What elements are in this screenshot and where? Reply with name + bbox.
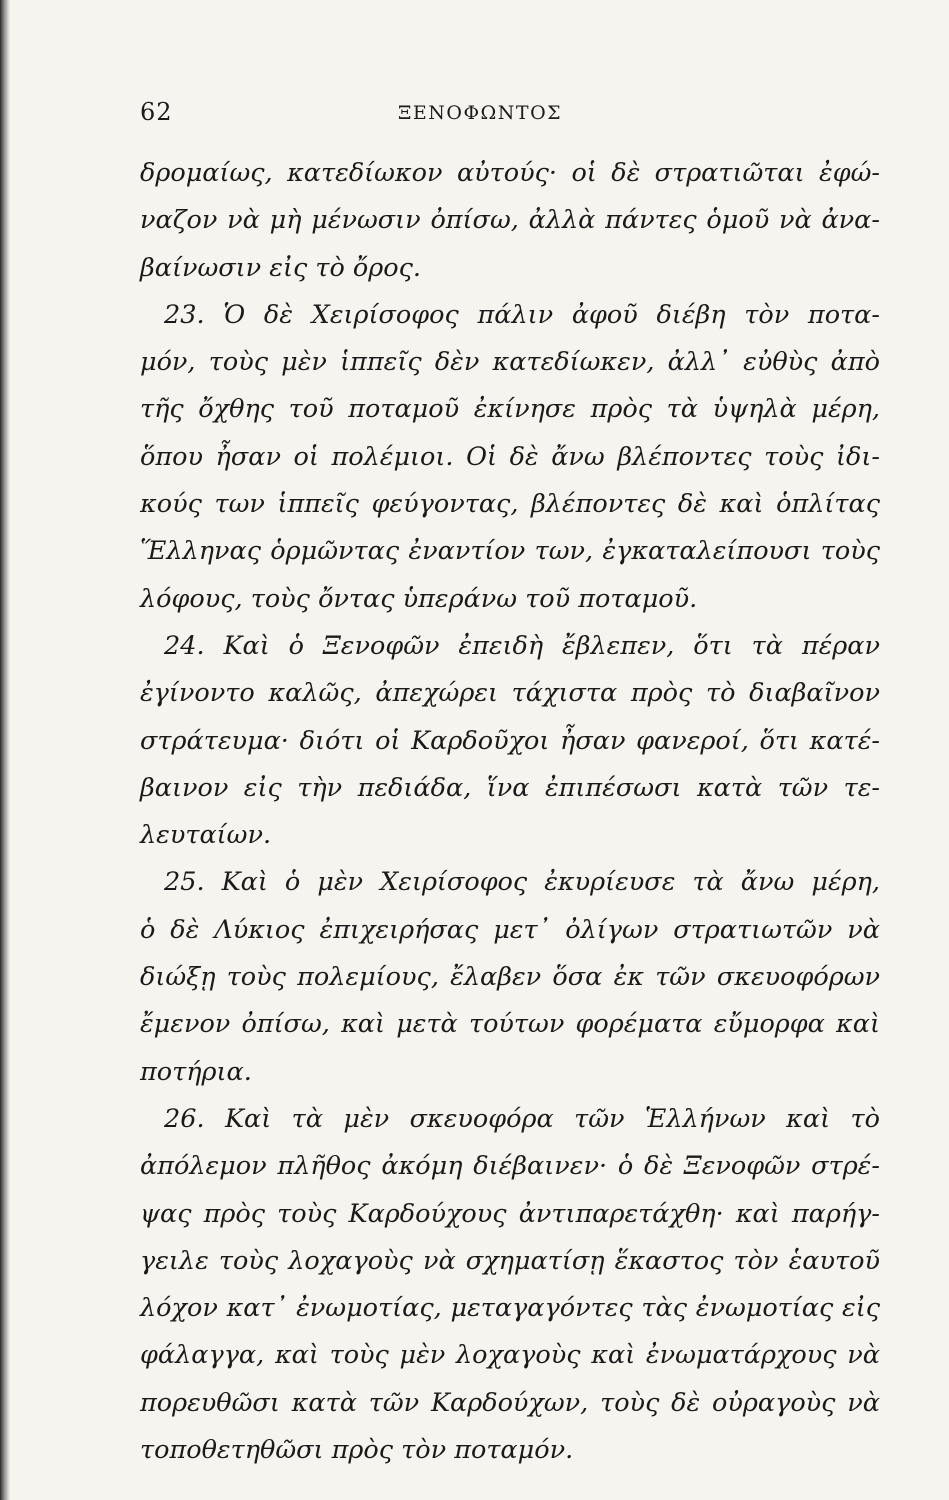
page-header [140,96,880,136]
text-line: ποτήρια. [140,1056,252,1087]
text-line: κούς των ἱππεῖς φεύγοντας, βλέποντες δὲ καὶ ὁπλίτας [140,489,880,520]
text-line: βαίνωσιν εἰς τὸ ὄρος. [140,252,421,283]
body-text [140,150,880,1474]
text-line: γειλε τοὺς λοχαγοὺς νὰ σχηματίσῃ ἕκαστος τὸν ἑαυτοῦ [140,1245,880,1276]
scan-edge-shadow [0,0,10,1500]
text-line: στράτευμα· διότι οἱ Καρδοῦχοι ἦσαν φανεροί, ὅτι κατέ- [140,725,880,756]
text-line: ἔμενον ὀπίσω, καὶ μετὰ τούτων φορέματα εὔμορφα καὶ [140,1009,880,1040]
text-line: φάλαγγα, καὶ τοὺς μὲν λοχαγοὺς καὶ ἐνωματάρχους νὰ [140,1340,880,1371]
text-line: τοποθετηθῶσι πρὸς τὸν ποταμόν. [140,1435,574,1466]
text-line: πορευθῶσι κατὰ τῶν Καρδούχων, τοὺς δὲ οὐραγοὺς νὰ [140,1387,880,1418]
text-line: τῆς ὄχθης τοῦ ποταμοῦ ἐκίνησε πρὸς τὰ ὑψηλὰ μέρη, [140,394,880,425]
text-line: δρομαίως, κατεδίωκον αὐτούς· οἱ δὲ στρατιῶται ἐφώ- [140,158,880,188]
text-line: ἀπόλεμον πλῆθος ἀκόμη διέβαινεν· ὁ δὲ Ξενοφῶν στρέ- [140,1151,880,1182]
text-line: λόφους, τοὺς ὄντας ὑπεράνω τοῦ ποταμοῦ. [140,583,698,614]
text-line: 23. Ὁ δὲ Χειρίσοφος πάλιν ἀφοῦ διέβη τὸν ποτα- [164,299,880,330]
page-number: 62 [140,98,173,126]
text-line: 24. Καὶ ὁ Ξενοφῶν ἐπειδὴ ἔβλεπεν, ὅτι τὰ πέραν [164,630,880,661]
text-line: Ἕλληνας ὁρμῶντας ἐναντίον των, ἐγκαταλείπουσι τοὺς [140,536,880,567]
running-title: ΞΕΝΟΦΩΝΤΟΣ [398,102,563,124]
text-line: μόν, τοὺς μὲν ἱππεῖς δὲν κατεδίωκεν, ἀλλ᾽ εὐθὺς ἀπὸ [140,347,880,378]
text-line: ἐγίνοντο καλῶς, ἀπεχώρει τάχιστα πρὸς τὸ διαβαῖνον [140,678,880,709]
text-line: ναζον νὰ μὴ μένωσιν ὀπίσω, ἀλλὰ πάντες ὁμοῦ νὰ ἀνα- [140,205,880,236]
text-line: βαινον εἰς τὴν πεδιάδα, ἵνα ἐπιπέσωσι κατὰ τῶν τε- [140,772,880,803]
text-line: λόχον κατ᾽ ἐνωμοτίας, μεταγαγόντες τὰς ἐνωμοτίας εἰς [140,1293,880,1324]
text-line: ψας πρὸς τοὺς Καρδούχους ἀντιπαρετάχθη· καὶ παρήγ- [140,1198,880,1229]
text-line: ὁ δὲ Λύκιος ἐπιχειρήσας μετ᾽ ὀλίγων στρατιωτῶν νὰ [140,914,880,945]
text-line: 26. Καὶ τὰ μὲν σκευοφόρα τῶν Ἑλλήνων καὶ τὸ [164,1103,880,1134]
text-line: 25. Καὶ ὁ μὲν Χειρίσοφος ἐκυρίευσε τὰ ἄνω μέρη, [164,867,880,898]
text-line: ὅπου ἦσαν οἱ πολέμιοι. Οἱ δὲ ἄνω βλέποντες τοὺς ἰδι- [140,441,880,472]
text-line: λευταίων. [140,820,272,851]
text-line: διώξῃ τοὺς πολεμίους, ἔλαβεν ὅσα ἐκ τῶν σκευοφόρων [140,962,880,993]
